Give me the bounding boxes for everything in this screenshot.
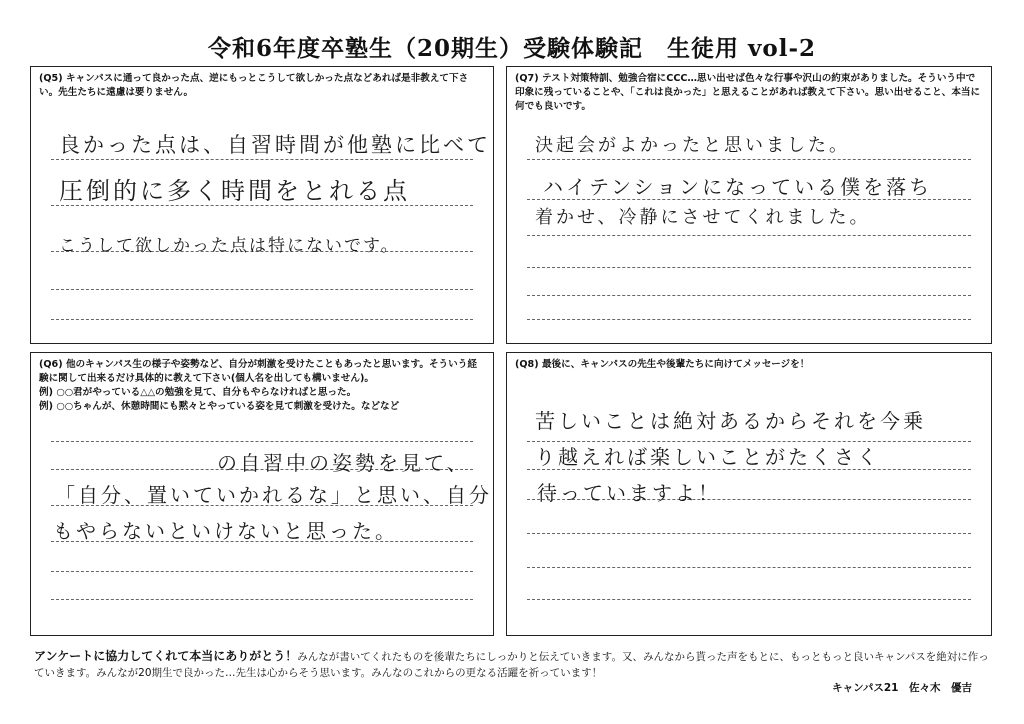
page-title: 令和6年度卒塾生（20期生）受験体験記 生徒用 vol-2	[207, 35, 816, 62]
q6-question-text: (Q6) 他のキャンパス生の様子や姿勢など、自分が刺激を受けたこともあったと思います。そういう経験に関して出来るだけ具体的に教えて下さい(個人名を出しても構いません)。	[39, 359, 477, 384]
answer-line	[527, 599, 971, 600]
footer-lead: アンケートに協力してくれて本当にありがとう！	[34, 649, 298, 663]
answer-line	[527, 295, 971, 296]
q5-box	[30, 66, 494, 344]
footer-message	[34, 648, 994, 681]
answer-line	[51, 441, 473, 442]
q6-box	[30, 352, 494, 636]
q7-question: (Q7) テスト対策特訓、勉強合宿にCCC…思い出せば色々な行事や沢山の約束がありました。そういう中で印象に残っていることや、「これは良かった」と思えることがあれば教えて下さい。思い出せること、本当に何でも良いです。	[515, 73, 981, 112]
answer-line	[51, 319, 473, 320]
answer-line	[51, 289, 473, 290]
q8-answer-line-3: 待っていますよ！	[537, 481, 721, 505]
q8-answer-line-1: 苦しいことは絶対あるからそれを今乗	[535, 409, 926, 433]
answer-line	[527, 319, 971, 320]
q6-question	[39, 358, 485, 414]
q8-box	[506, 352, 992, 636]
footer-body: みんなが書いてくれたものを後輩たちにしっかりと伝えていきます。又、みんなから貰った声をもとに、もっともっと良いキャンパスを絶対に作っていきます。みんなが20期生で良かった…先生は心からそう思います。みんなのこれからの更なる活躍を祈っています！	[34, 651, 989, 679]
q7-box	[506, 66, 992, 344]
q5-question: (Q5) キャンパスに通って良かった点、逆にもっとこうして欲しかった点などあれば是非教えて下さい。先生たちに遠慮は要りません。	[39, 73, 469, 98]
answer-line	[527, 533, 971, 534]
q6-example-2: 例) ○○ちゃんが、休憩時間にも黙々とやっている姿を見て刺激を受けた。などなど	[39, 401, 400, 412]
q6-example-1: 例) ○○君がやっている△△の勉強を見て、自分もやらなければと思った。	[39, 387, 357, 398]
answer-line	[51, 159, 473, 160]
answer-line	[51, 599, 473, 600]
answer-line	[527, 567, 971, 568]
signature: キャンパス21 佐々木 優吉	[832, 682, 972, 694]
answer-line	[51, 571, 473, 572]
answer-line	[527, 235, 971, 236]
answer-line	[527, 267, 971, 268]
q5-answer-line-1: 良かった点は、自習時間が他塾に比べて	[59, 133, 491, 157]
q5-answer-line-2: 圧倒的に多く時間をとれる点	[59, 177, 410, 205]
q6-answer-line-1: の自習中の姿勢を見て、	[217, 451, 470, 475]
q7-answer-line-3: 着かせ、冷静にさせてくれました。	[535, 207, 871, 228]
q7-answer-line-1: 決起会がよかったと思いました。	[535, 135, 850, 156]
q5-answer-line-3: こうして欲しかった点は特にないです。	[59, 236, 400, 256]
answer-line	[527, 159, 971, 160]
q7-answer-line-2: ハイテンションになっている僕を落ち	[543, 175, 933, 199]
q8-answer-line-2: り越えれば楽しいことがたくさく	[535, 445, 880, 469]
q6-answer-line-3: もやらないといけないと思った。	[53, 519, 398, 543]
q6-answer-line-2: 「自分、置いていかれるな」と思い、自分	[55, 483, 492, 507]
q8-question: (Q8) 最後に、キャンパスの先生や後輩たちに向けてメッセージを！	[515, 359, 810, 370]
